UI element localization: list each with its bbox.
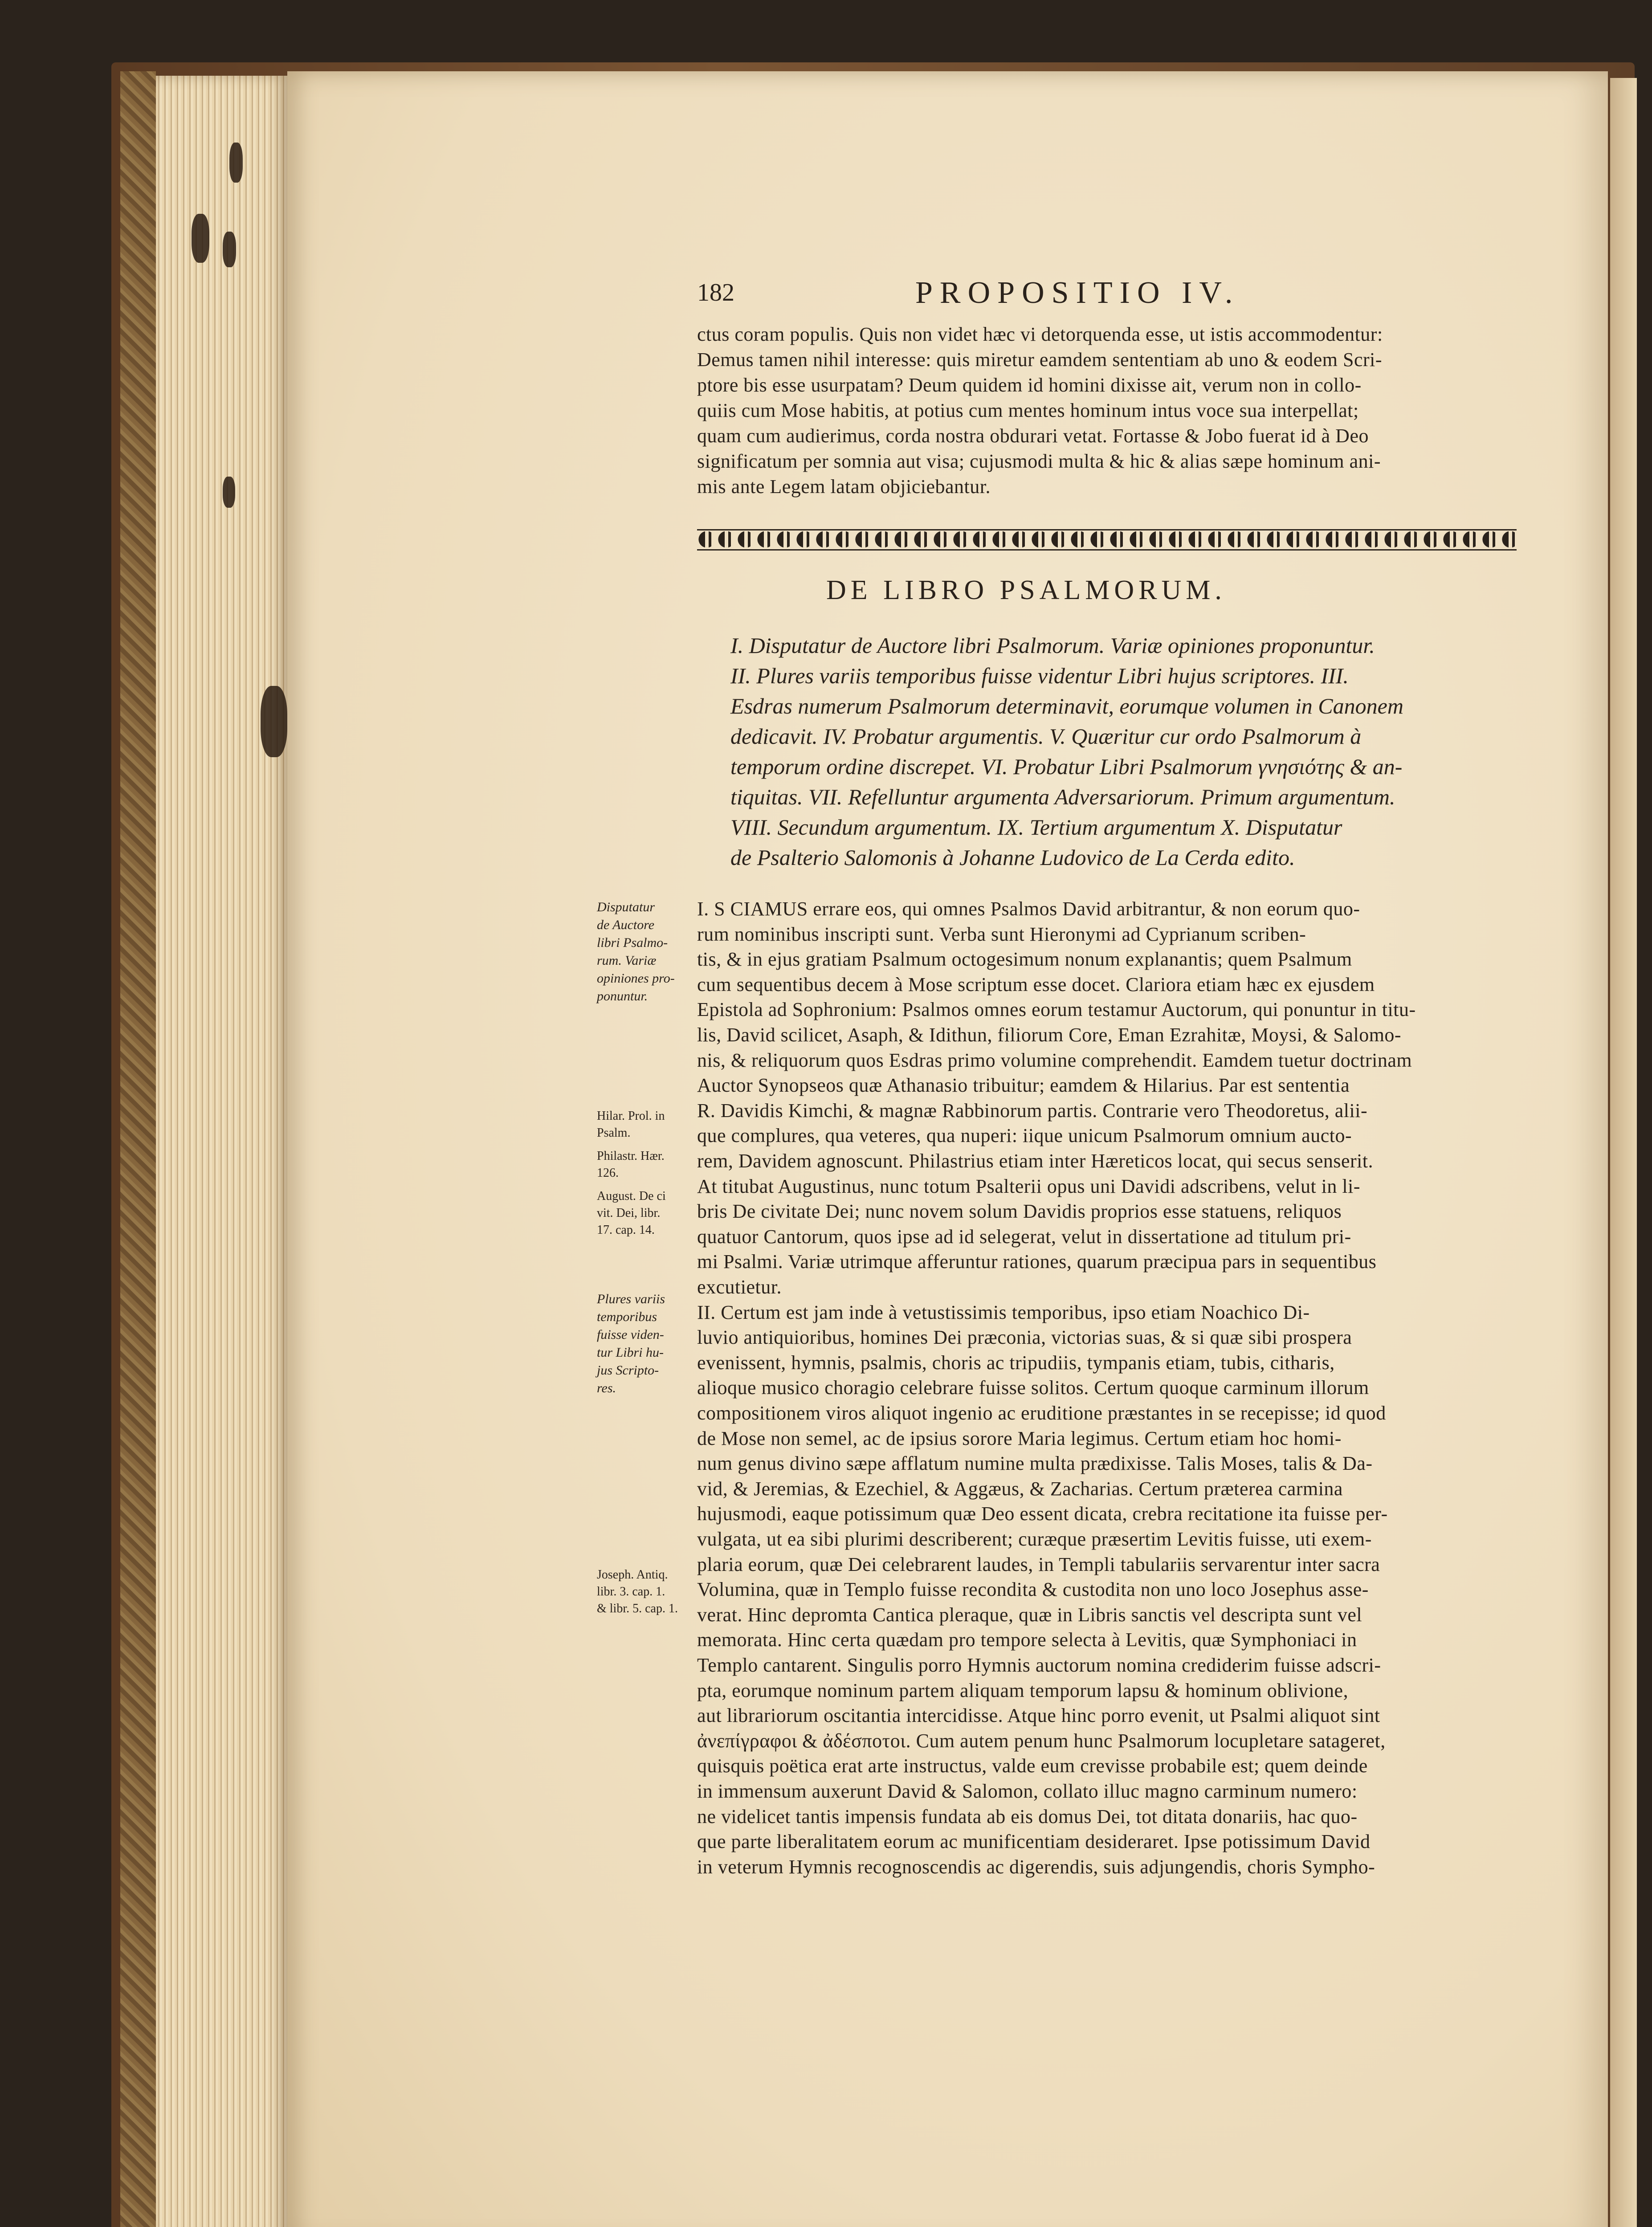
summary-line: temporum ordine discrepet. VI. Probatur Libri Psalmorum γνησιότης & an-	[730, 754, 1403, 779]
margin-note-line: tur Libri hu-	[597, 1345, 664, 1360]
text-line: ctus coram populis. Quis non videt hæc vi detorquenda esse, ut istis accommodentur:	[697, 323, 1383, 345]
body-line: At titubat Augustinus, nunc totum Psalterii opus uni Davidi adscribens, velut in li-	[697, 1175, 1360, 1197]
body-line: Auctor Synopseos quæ Athanasio tribuitur; eamdem & Hilarius. Par est sententia	[697, 1074, 1350, 1097]
margin-note-line: fuisse viden-	[597, 1327, 664, 1342]
ornament-rule-bottom	[697, 549, 1517, 551]
body-line: que parte liberalitatem eorum ac munificentiam desideraret. Ipse potissimum David	[697, 1831, 1371, 1853]
body-line: verat. Hinc depromta Cantica pleraque, quæ in Libris sanctis vel descripta sunt vel	[697, 1603, 1362, 1626]
ink-stain	[229, 143, 243, 183]
running-title: PROPOSITIO IV.	[915, 276, 1240, 310]
body-line: rum nominibus inscripti sunt. Verba sunt Hieronymi ad Cyprianum scriben-	[697, 923, 1306, 945]
ink-stain	[261, 686, 287, 757]
margin-ref-line: & libr. 5. cap. 1.	[597, 1602, 678, 1615]
body-line: compositionem viros aliquot ingenio ac eruditione præstantes in se recepisse; id quod	[697, 1402, 1386, 1424]
body-line: Epistola ad Sophronium: Psalmos omnes eorum testamur Auctorum, qui ponuntur in titu-	[697, 999, 1416, 1021]
summary-line: I. Disputatur de Auctore libri Psalmorum. Variæ opiniones proponuntur.	[730, 633, 1375, 658]
body-line: memorata. Hinc certa quædam pro tempore selecta à Levitis, quæ Symphoniaci in	[697, 1629, 1357, 1651]
margin-ref-line: August. De ci	[597, 1189, 666, 1203]
body-line: cum sequentibus decem à Mose scriptum esse docet. Clariora etiam hæc ex ejusdem	[697, 973, 1375, 995]
page-edges	[156, 76, 290, 2227]
body-line: pta, eorumque nominum partem aliquam temporum lapsu & hominum oblivione,	[697, 1679, 1349, 1701]
body-line: excutietur.	[697, 1276, 782, 1298]
margin-note-line: res.	[597, 1381, 616, 1395]
ink-stain	[192, 214, 209, 263]
summary-line: VIII. Secundum argumentum. IX. Tertium argumentum X. Disputatur	[730, 815, 1342, 840]
body-line: evenissent, hymnis, psalmis, choris ac tripudiis, tympanis etiam, tubis, citharis,	[697, 1351, 1335, 1374]
body-line: Volumina, quæ in Templo fuisse recondita & custodita non uno loco Josephus asse-	[697, 1578, 1369, 1601]
text-line: significatum per somnia aut visa; cujusmodi multa & hic & alias sæpe hominum ani-	[697, 450, 1381, 472]
body-line: vulgata, ut ea sibi plurimi describerent; curæque præsertim Levitis fuisse, uti exem-	[697, 1528, 1372, 1550]
body-line: alioque musico choragio celebrare fuisse solitos. Certum quoque carminum illorum	[697, 1377, 1369, 1399]
margin-ref-line: vit. Dei, libr.	[597, 1206, 661, 1220]
body-line: rem, Davidem agnoscunt. Philastrius etiam inter Hæreticos locat, qui secus senserit.	[697, 1150, 1374, 1172]
margin-note-line: Plures variis	[597, 1292, 665, 1306]
text-line: Demus tamen nihil interesse: quis miretur eamdem sententiam ab uno & eodem Scri-	[697, 349, 1383, 371]
text-line: quiis cum Mose habitis, at potius cum mentes hominum intus voce sua interpellat;	[697, 400, 1359, 421]
summary-line: dedicavit. IV. Probatur argumentis. V. Quæritur cur ordo Psalmorum à	[730, 724, 1362, 749]
margin-ref-line: 17. cap. 14.	[597, 1223, 655, 1237]
margin-ref-line: Joseph. Antiq.	[597, 1568, 668, 1582]
binding-tooling	[120, 71, 156, 2227]
summary-line: de Psalterio Salomonis à Johanne Ludovico de La Cerda edito.	[730, 845, 1295, 870]
body-line: quisquis poëtica erat arte instructus, valde eum crevisse probabile est; quem deinde	[697, 1755, 1368, 1777]
body-line: que complures, qua veteres, qua nuperi: iique unicum Psalmorum omnium aucto-	[697, 1125, 1352, 1147]
body-line: ἀνεπίγραφοι & ἀδέσποτοι. Cum autem penum hunc Psalmorum locupletare satageret,	[697, 1729, 1386, 1752]
body-line: R. Davidis Kimchi, & magnæ Rabbinorum partis. Contrarie vero Theodoretus, alii-	[697, 1099, 1368, 1122]
body-line: hujusmodi, eaque potissimum quæ Deo essent dicata, crebra recitatione ita fuisse per-	[697, 1503, 1388, 1525]
margin-note-line: Disputatur	[597, 900, 655, 914]
margin-note-line: ponuntur.	[597, 989, 648, 1003]
text-line: quam cum audierimus, corda nostra obdurari vetat. Fortasse & Jobo fuerat id à Deo	[697, 425, 1369, 447]
body-line: tis, & in ejus gratiam Psalmum octogesimum nonum explanantis; quem Psalmum	[697, 948, 1352, 971]
body-line: lis, David scilicet, Asaph, & Idithun, filiorum Core, Eman Ezrahitæ, Moysi, & Salomo-	[697, 1024, 1402, 1046]
summary-line: tiquitas. VII. Refelluntur argumenta Adversariorum. Primum argumentum.	[730, 784, 1395, 809]
body-line: nis, & reliquorum quos Esdras primo volumine comprehendit. Eamdem tuetur doctrinam	[697, 1049, 1412, 1071]
margin-ref-line: Hilar. Prol. in	[597, 1109, 665, 1123]
body-line: I. S CIAMUS errare eos, qui omnes Psalmos David arbitrantur, & non eorum quo-	[697, 898, 1360, 920]
summary-line: Esdras numerum Psalmorum determinavit, eorumque volumen in Canonem	[730, 693, 1403, 718]
body-line: luvio antiquioribus, homines Dei præconia, victorias suas, & si quæ sibi prospera	[697, 1326, 1352, 1349]
section-title: DE LIBRO PSALMORUM.	[826, 575, 1226, 605]
body-line: bris De civitate Dei; nunc novem solum Davidis proprios esse statuens, reliquos	[697, 1200, 1342, 1223]
body-line: vid, & Jeremias, & Ezechiel, & Aggæus, & Zacharias. Certum præterea carmina	[697, 1477, 1343, 1500]
margin-note-line: de Auctore	[597, 918, 655, 932]
facing-page-edge	[1610, 78, 1637, 2227]
margin-note-line: libri Psalmo-	[597, 935, 668, 950]
ink-stain	[223, 477, 235, 508]
text-line: ptore bis esse usurpatam? Deum quidem id homini dixisse ait, verum non in collo-	[697, 374, 1362, 396]
margin-ref-line: Psalm.	[597, 1126, 631, 1140]
ornamental-band	[697, 530, 1517, 549]
margin-note-line: jus Scripto-	[597, 1363, 659, 1378]
body-line: de Mose non semel, ac de ipsius sorore Maria legimus. Certum etiam hoc homi-	[697, 1427, 1342, 1449]
body-line: plaria eorum, quæ Dei celebrarent laudes, in Templi tabulariis servarentur inter sacra	[697, 1553, 1380, 1575]
body-line: aut librariorum oscitantia intercidisse. Atque hinc porro evenit, ut Psalmi aliquot sint	[697, 1705, 1380, 1727]
ink-stain	[223, 232, 236, 267]
body-line: mi Psalmi. Variæ utrimque afferuntur rationes, quarum præcipua pars in sequentibus	[697, 1251, 1377, 1273]
margin-note-line: opiniones pro-	[597, 971, 675, 986]
summary-line: II. Plures variis temporibus fuisse videntur Libri hujus scriptores. III.	[730, 663, 1349, 688]
margin-ref-line: 126.	[597, 1166, 619, 1180]
page-number: 182	[697, 279, 734, 306]
body-line: num genus divino sæpe afflatum numine multa prædixisse. Talis Moses, talis & Da-	[697, 1452, 1373, 1475]
body-line: II. Certum est jam inde à vetustissimis temporibus, ipso etiam Noachico Di-	[697, 1301, 1310, 1323]
margin-note-line: temporibus	[597, 1309, 657, 1324]
body-line: quatuor Cantorum, quos ipse ad id selegerat, velut in dissertatione ad titulum pri-	[697, 1225, 1351, 1248]
body-line: Templo cantarent. Singulis porro Hymnis auctorum nomina crediderim fuisse adscri-	[697, 1654, 1381, 1676]
body-line: in immensum auxerunt David & Salomon, collato illuc magno carminum numero:	[697, 1780, 1358, 1802]
body-line: ne videlicet tantis impensis fundata ab eis domus Dei, tot ditata donariis, hac quo-	[697, 1805, 1358, 1827]
margin-ref-line: Philastr. Hær.	[597, 1149, 665, 1163]
body-line: in veterum Hymnis recognoscendis ac digerendis, suis adjungendis, choris Sympho-	[697, 1856, 1375, 1878]
text-line: mis ante Legem latam objiciebantur.	[697, 476, 991, 498]
margin-ref-line: libr. 3. cap. 1.	[597, 1585, 665, 1599]
margin-note-line: rum. Variæ	[597, 953, 657, 968]
